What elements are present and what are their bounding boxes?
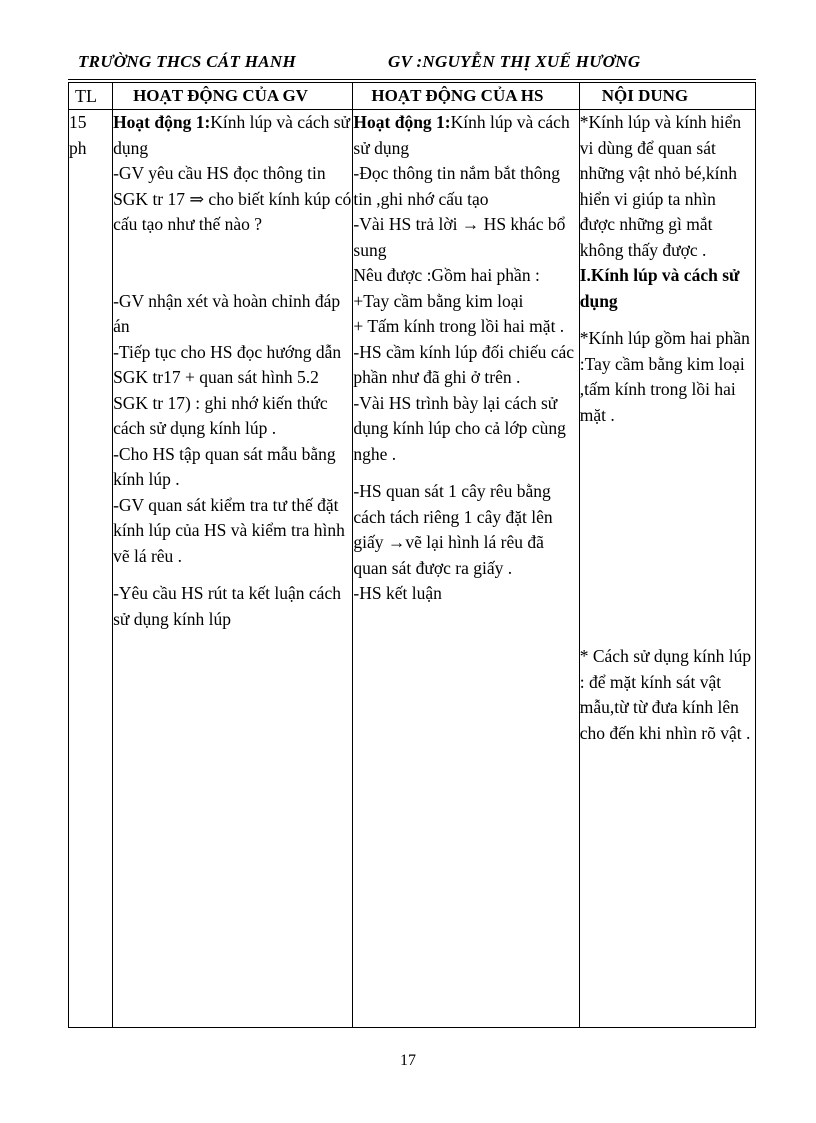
- hs-activity-title: Hoạt động 1:Kính lúp và cách sử dụng: [353, 112, 570, 158]
- hs-step-7: -Vài HS trình bày lại cách sử dụng kính lúp cho cả lớp cùng nghe .: [353, 392, 566, 464]
- page-number: 17: [400, 1052, 416, 1069]
- header-content: NỘI DUNG: [579, 83, 755, 110]
- hs-step-4: +Tay cầm bằng kim loại: [353, 290, 524, 311]
- content-section-title: I.Kính lúp và cách sử dụng: [579, 265, 740, 311]
- table-header-row: [69, 83, 756, 110]
- hs-step-8: -HS quan sát 1 cây rêu bằng cách tách riêng 1 cây đặt lên giấy →vẽ lại hình lá rêu đã quan sát được ra giấy .: [353, 481, 553, 578]
- teacher-activity-cell: [113, 110, 353, 1028]
- table-row: [69, 110, 756, 1028]
- header-rule: [68, 79, 756, 80]
- gv-step-1: -GV yêu cầu HS đọc thông tin SGK tr 17 ⇒ cho biết kính kúp có cấu tạo như thế nào ?: [113, 163, 352, 234]
- gv-step-3: -Tiếp tục cho HS đọc hướng dẫn SGK tr17 + quan sát hình 5.2 SGK tr 17) : ghi nhớ kiến thức cách sử dụng kính lúp .: [113, 341, 342, 438]
- header-time: TL: [69, 83, 113, 110]
- content-intro: *Kính lúp và kính hiển vi dùng để quan sát những vật nhỏ bé,kính hiển vi giúp ta nhìn được những gì mắt không thấy được .: [579, 112, 742, 260]
- student-activity-cell: [353, 110, 579, 1028]
- lesson-table: [68, 82, 756, 1028]
- hs-step-9: -HS kết luận: [353, 583, 442, 603]
- hs-step-5: + Tấm kính trong lồi hai mặt .: [353, 316, 565, 336]
- content-cell: [579, 110, 755, 1028]
- hs-step-1: -Đọc thông tin nắm bắt thông tin ,ghi nhớ cấu tạo: [353, 163, 560, 209]
- content-usage: * Cách sử dụng kính lúp : để mặt kính sát vật mẫu,từ từ đưa kính lên cho đến khi nhìn rõ vật .: [579, 646, 752, 743]
- gv-step-6: -Yêu cầu HS rút ta kết luận cách sử dụng kính lúp: [113, 583, 341, 629]
- gv-step-4: -Cho HS tập quan sát mẫu bằng kính lúp .: [113, 443, 336, 489]
- header-student-activity: HOẠT ĐỘNG CỦA HS: [353, 83, 579, 110]
- gv-step-5: -GV quan sát kiểm tra tư thế đặt kính lúp của HS và kiểm tra hình vẽ lá rêu .: [113, 494, 345, 566]
- time-value: 15: [69, 112, 87, 132]
- hs-step-2: -Vài HS trả lời → HS khác bổ sung: [353, 214, 566, 260]
- hs-step-3: Nêu được :Gồm hai phần :: [353, 265, 540, 285]
- teacher-name: GV :NGUYỄN THỊ XUẾ HƯƠNG: [388, 52, 641, 71]
- gv-activity-title: Hoạt động 1:Kính lúp và cách sử dụng: [113, 112, 351, 158]
- school-name: TRƯỜNG THCS CÁT HANH: [78, 52, 297, 71]
- time-cell: [69, 110, 113, 1028]
- gv-step-2: -GV nhận xét và hoàn chỉnh đáp án: [113, 290, 341, 336]
- hs-step-6: -HS cầm kính lúp đối chiếu các phần như đã ghi ở trên .: [353, 341, 575, 387]
- header-teacher-activity: HOẠT ĐỘNG CỦA GV: [113, 83, 353, 110]
- time-unit: ph: [69, 137, 87, 158]
- content-structure: *Kính lúp gồm hai phần :Tay cầm bằng kim loại ,tấm kính trong lồi hai mặt .: [579, 328, 750, 425]
